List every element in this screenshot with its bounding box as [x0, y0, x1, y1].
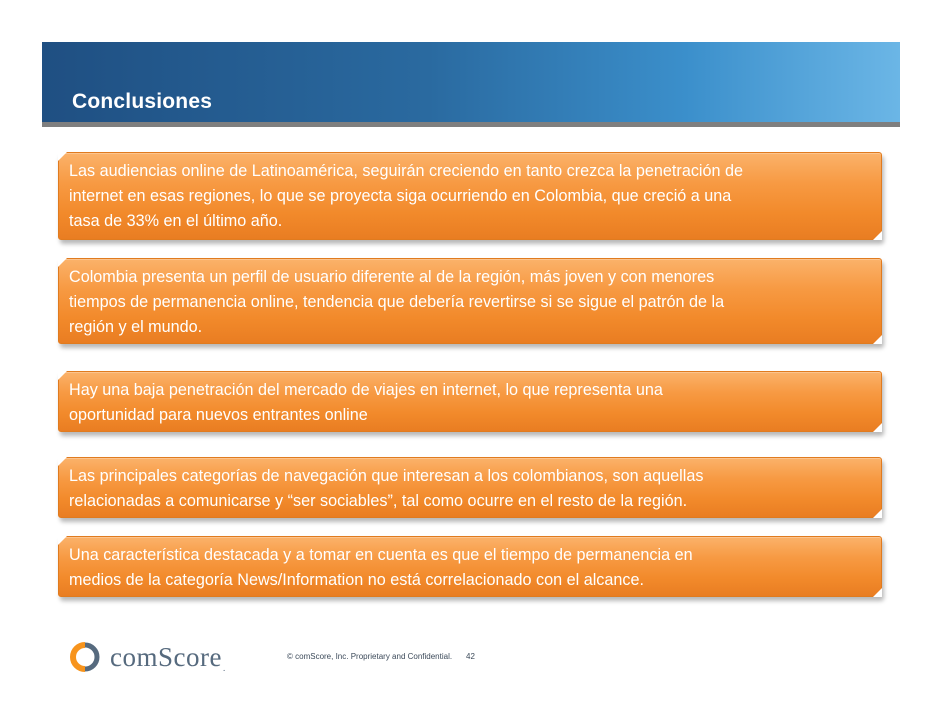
box-1-line-2: internet en esas regiones, lo que se proyecta siga ocurriendo en Colombia, que creció a una — [69, 187, 732, 205]
box-4-line-2: relacionadas a comunicarse y “ser sociables”, tal como ocurre en el resto de la región. — [69, 492, 688, 510]
box-3-line-2: oportunidad para nuevos entrantes online — [69, 406, 368, 424]
box-2-line-3: región y el mundo. — [69, 318, 203, 336]
logo-trademark: . — [222, 662, 226, 673]
box-1-line-3: tasa de 33% en el último año. — [69, 212, 283, 230]
comscore-logo-icon — [70, 642, 100, 672]
conclusion-box-4 — [58, 457, 882, 518]
page-title: Conclusiones — [72, 90, 213, 113]
box-3-line-1: Hay una baja penetración del mercado de viajes en internet, lo que representa una — [69, 381, 663, 399]
box-5-line-2: medios de la categoría News/Information no está correlacionado con el alcance. — [69, 571, 644, 589]
page-number: 42 — [466, 652, 475, 661]
logo-text: comScore — [110, 641, 222, 672]
box-2-line-2: tiempos de permanencia online, tendencia que debería revertirse si se sigue el patrón de la — [69, 293, 725, 311]
header-band — [42, 42, 900, 127]
box-4-line-1: Las principales categorías de navegación que interesan a los colombianos, son aquellas — [69, 467, 704, 485]
logo-wordmark — [110, 642, 226, 673]
comscore-logo — [70, 642, 226, 672]
conclusion-box-1 — [58, 152, 882, 240]
footer-copyright: © comScore, Inc. Proprietary and Confidential. — [287, 652, 453, 661]
conclusion-box-2 — [58, 258, 882, 344]
box-2-line-1: Colombia presenta un perfil de usuario diferente al de la región, más joven y con menores — [69, 268, 715, 286]
conclusion-box-3 — [58, 371, 882, 432]
box-1-line-1: Las audiencias online de Latinoamérica, seguirán creciendo en tanto crezca la penetración de — [69, 162, 744, 180]
conclusion-box-5 — [58, 536, 882, 597]
box-5-line-1: Una característica destacada y a tomar en cuenta es que el tiempo de permanencia en — [69, 546, 693, 564]
